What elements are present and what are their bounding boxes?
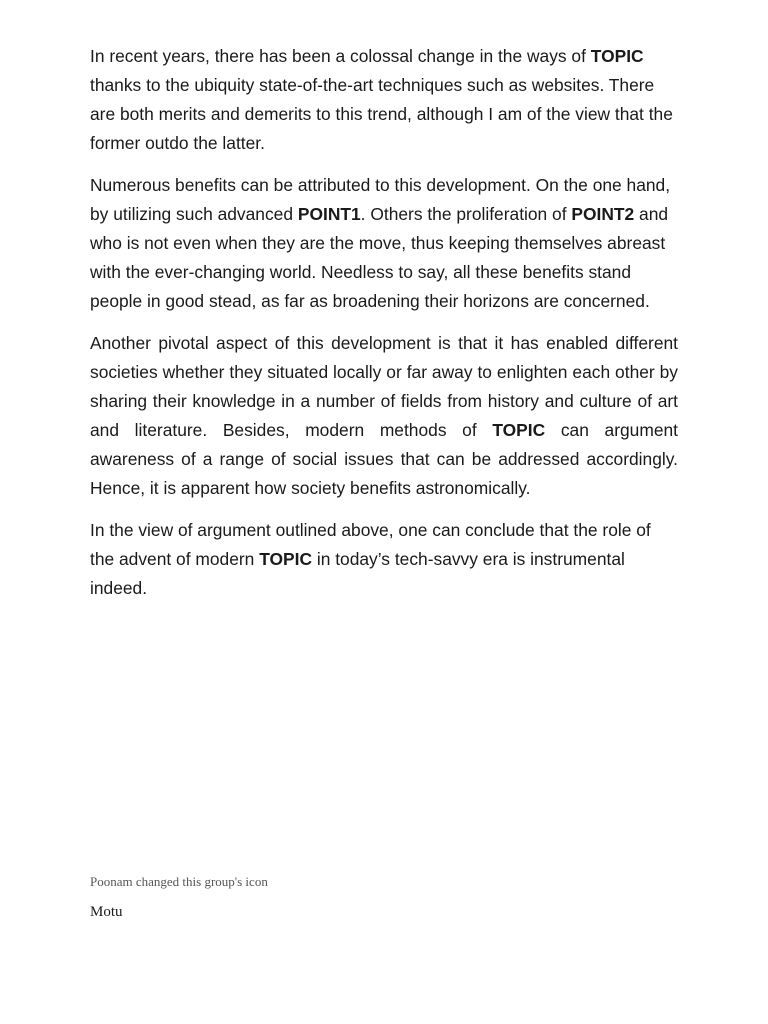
paragraph-4 — [90, 516, 678, 603]
text-run: In recent years, there has been a colossal change in the ways of — [90, 46, 591, 66]
text-run: Numerous benefits can be attributed to this development. On the one hand, by utilizing such advanced — [90, 175, 671, 224]
placeholder-topic: TOPIC — [590, 46, 644, 66]
text-run: in today’s tech-savvy era is instrumental indeed. — [90, 549, 625, 598]
text-run: Another pivotal aspect of this development is that it has enabled different societies whether they situated locally or far away to enlighten each other by sharing their knowledge in a number of fields from history and culture of art and literature. Besides, modern methods of — [90, 333, 678, 440]
text-run: thanks to the ubiquity state-of-the-art techniques such as websites. There are both merits and demerits to this trend, although I am of the view that the former outdo the latter. — [90, 75, 673, 153]
document-body — [90, 42, 678, 616]
placeholder-point2: POINT2 — [571, 204, 635, 224]
paragraph-2 — [90, 171, 678, 316]
text-run: and who is not even when they are the move, thus keeping themselves abreast with the ever-changing world. Needless to say, all these benefits stand people in good stead, as far as broadening their horizons are concerned. — [90, 204, 669, 311]
text-run: In the view of argument outlined above, one can conclude that the role of the advent of modern — [90, 520, 651, 569]
sender-name: Motu — [90, 904, 123, 920]
group-icon-change-note: Poonam changed this group's icon — [90, 874, 268, 889]
paragraph-3 — [90, 329, 678, 503]
text-run: . Others the proliferation of — [360, 204, 572, 224]
placeholder-topic: TOPIC — [492, 420, 546, 440]
placeholder-topic: TOPIC — [259, 549, 313, 569]
text-run: can argument awareness of a range of social issues that can be addressed accordingly. Hence, it is apparent how society benefits astronomically. — [90, 420, 678, 498]
paragraph-1 — [90, 42, 678, 158]
placeholder-point1: POINT1 — [297, 204, 361, 224]
